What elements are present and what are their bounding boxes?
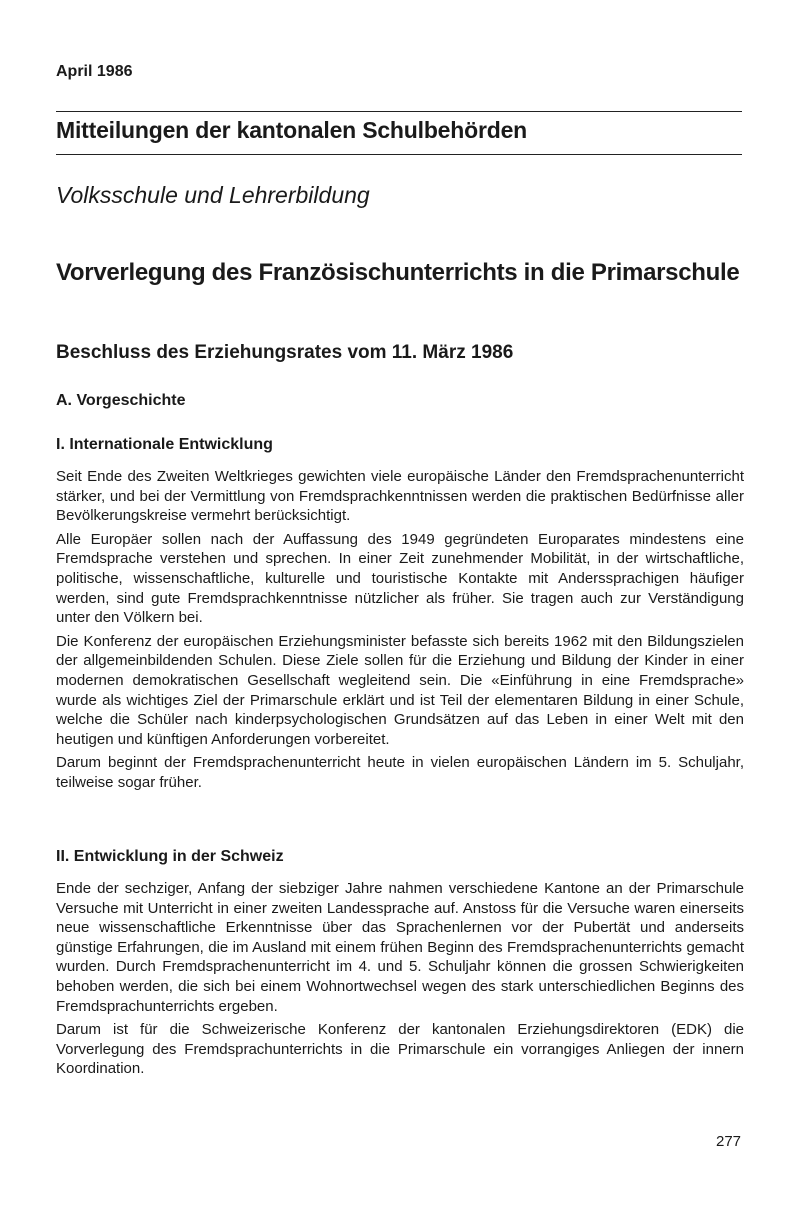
subsection-title: Volksschule und Lehrerbildung <box>56 182 370 208</box>
issue-date: April 1986 <box>56 63 133 80</box>
paragraph: Darum beginnt der Fremdsprachenunterricht heute in vielen europäischen Ländern im 5. Schuljahr, teilweise sogar früher. <box>56 754 744 791</box>
paragraph: Ende der sechziger, Anfang der siebziger Jahre nahmen verschiedene Kantone an der Primarschule Versuche mit Unterricht in einer zweiten Landessprache auf. Anstoss für die Versuche waren einerseits neue wissenschaftliche Erkenntnisse über das Sprachenlernen vor der Pubertät und anderseits günstige Erfahrungen, die im Ausland mit einem frühen Beginn des Fremdsprachenunterrichts gemacht wurden. Durch Fremdsprachenunterricht im 4. und 5. Schuljahr können die grossen Schwierigkeiten behoben werden, die sich bei einem Wohnortwechsel wegen des stark unterschiedlichen Beginns des Fremdsprachunterrichts ergeben. <box>56 880 744 1015</box>
paragraph: Seit Ende des Zweiten Weltkrieges gewichten viele europäische Länder den Fremdsprachenunterricht stärker, und bei der Vermittlung von Fremdsprachkenntnissen werden die praktischen Bedürfnisse aller Bevölkerungskreise vermehrt berücksichtigt. <box>56 468 744 525</box>
article-title: Vorverlegung des Französischunterrichts in die Primarschule <box>56 259 740 286</box>
paragraph: Alle Europäer sollen nach der Auffassung des 1949 gegründeten Europarates mindestens eine Fremdsprache verstehen und sprechen. In einer Zeit zunehmender Mobilität, in der wirtschaftliche, politische, wissenschaftliche, kulturelle und touristische Kontakte mit Anderssprachigen häufiger werden, sind gute Fremdsprachkenntnisse nützlicher als früher. Sie tragen auch zur Verständigung unter den Völkern bei. <box>56 530 744 627</box>
section-1-heading: I. Internationale Entwicklung <box>56 436 273 453</box>
section-title: Mitteilungen der kantonalen Schulbehörden <box>56 117 528 143</box>
paragraph: Darum ist für die Schweizerische Konferenz der kantonalen Erziehungsdirektoren (EDK) die Vorverlegung des Fremdsprachunterrichts in die Primarschule ein vorrangiges Anliegen der innern Koordination. <box>56 1021 744 1078</box>
section-2-body <box>56 879 744 1083</box>
page-number: 277 <box>716 1133 742 1150</box>
header-rule-top <box>56 111 742 112</box>
decision-subtitle: Beschluss des Erziehungsrates vom 11. März 1986 <box>56 342 514 363</box>
section-2-heading: II. Entwicklung in der Schweiz <box>56 848 284 865</box>
part-a-heading: A. Vorgeschichte <box>56 392 186 409</box>
section-1-body <box>56 467 744 797</box>
paragraph: Die Konferenz der europäischen Erziehungsminister befasste sich bereits 1962 mit den Bildungszielen der allgemeinbildenden Schulen. Diese Ziele sollen für die Erziehung und Bildung der Kinder in einer modernen demokratischen Gesellschaft wegleitend sein. Die «Einführung in eine Fremdsprache» wurde als wichtiges Ziel der Primarschule erklärt und ist Teil der elementaren Bildung in einer Schule, welche die Schüler nach kinderpsychologischen Grundsätzen auf das Leben in einer Welt mit den heutigen und künftigen Anforderungen vorbereitet. <box>56 632 744 748</box>
header-rule-bottom <box>56 154 742 155</box>
